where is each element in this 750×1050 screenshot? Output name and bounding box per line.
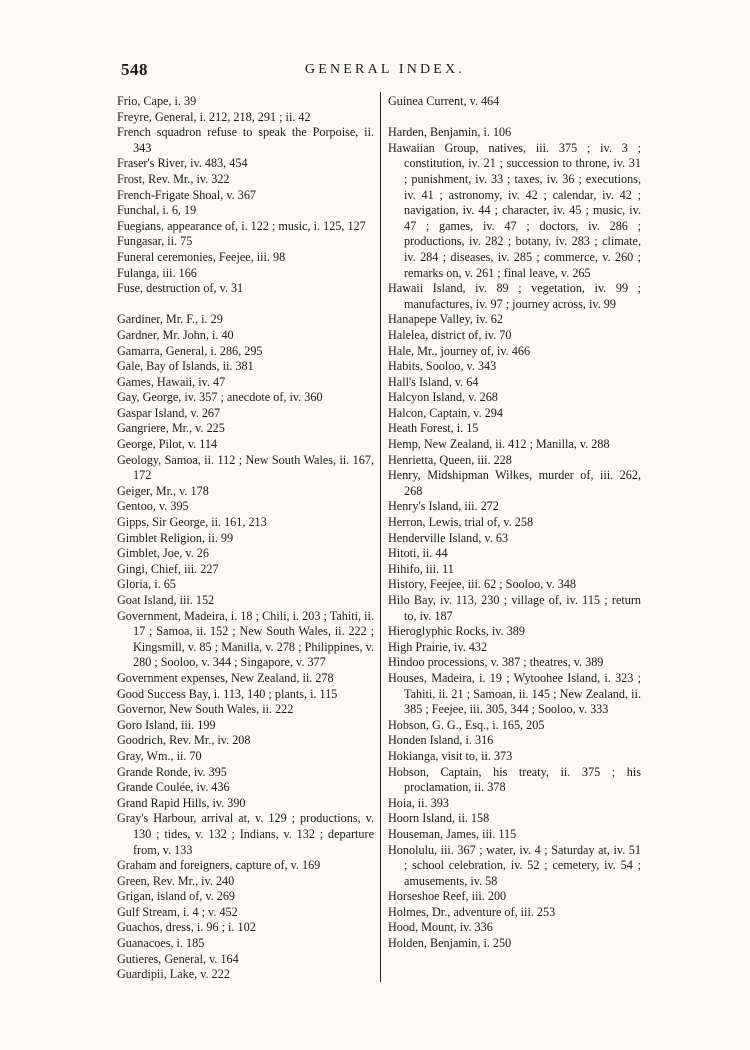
index-entry: Gloria, i. 65 (117, 577, 176, 592)
index-entry: Guachos, dress, i. 96 ; i. 102 (117, 920, 256, 935)
index-entry: Fulanga, iii. 166 (117, 265, 197, 280)
index-entry: Guardipii, Lake, v. 222 (117, 967, 230, 982)
index-entry: Henry, Midshipman Wilkes, murder of, iii. 262, 268 (388, 468, 641, 498)
index-entry: Funchal, i. 6, 19 (117, 203, 197, 218)
index-entry: French-Frigate Shoal, v. 367 (117, 187, 257, 202)
index-entry: Fuse, destruction of, v. 31 (117, 281, 244, 296)
index-entry: Houses, Madeira, i. 19 ; Wytoohee Island, i. 323 ; Tahiti, ii. 21 ; Samoan, ii. 145 ; New Zealand, ii. 385 ; Feejee, iii. 305, 344 ; Sooloo, v. 333 (388, 670, 641, 717)
index-entry: Gardiner, Mr. F., i. 29 (117, 312, 223, 327)
index-entry: Hoia, ii. 393 (388, 795, 449, 810)
index-entry: Guanacoes, i. 185 (117, 936, 205, 951)
index-entry: Holmes, Dr., adventure of, iii. 253 (388, 904, 556, 919)
index-entry: Harden, Benjamin, i. 106 (388, 125, 512, 140)
index-entry: Hale, Mr., journey of, iv. 466 (388, 343, 531, 358)
index-entry: Gardner, Mr. John, i. 40 (117, 327, 234, 342)
index-entry: Grande Ronde, iv. 395 (117, 764, 227, 779)
index-entry: Geology, Samoa, ii. 112 ; New South Wales, ii. 167, 172 (117, 452, 374, 483)
index-entry: Gaspar Island, v. 267 (117, 405, 221, 420)
index-entry: Hobson, Captain, his treaty, ii. 375 ; his proclamation, ii. 378 (388, 764, 641, 795)
index-entry: Heath Forest, i. 15 (388, 421, 479, 436)
index-entry: Grand Rapid Hills, iv. 390 (117, 795, 246, 810)
index-entry: Henrietta, Queen, iii. 228 (388, 452, 512, 467)
index-entry: Gimblet, Joe, v. 26 (117, 546, 209, 561)
page-title: GENERAL INDEX. (304, 62, 466, 77)
index-entry: Gay, George, iv. 357 ; anecdote of, iv. 360 (117, 390, 323, 405)
index-entry: Frio, Cape, i. 39 (117, 94, 197, 108)
index-column-left (117, 94, 374, 983)
index-entry: Green, Rev. Mr., iv. 240 (117, 873, 235, 888)
index-entry: Honolulu, iii. 367 ; water, iv. 4 ; Saturday at, iv. 51 ; school celebration, iv. 52 ; cemetery, iv. 54 ; amusements, iv. 58 (388, 842, 641, 888)
index-entry: Holden, Benjamin, i. 250 (388, 936, 512, 951)
index-entry: Funeral ceremonies, Feejee, iii. 98 (117, 249, 286, 264)
index-entry: Fraser's River, iv. 483, 454 (117, 156, 248, 171)
index-entry: Gamarra, General, i. 286, 295 (117, 343, 263, 358)
index-entry: Hawaiian Group, natives, iii. 375 ; iv. 3 ; constitution, iv. 21 ; succession to throne, iv. 31 ; punishment, iv. 33 ; taxes, iv. 36 ; executions, iv. 41 ; astronomy, iv. 42 ; calendar, iv. 42 ; navigation, iv. 44 ; character, iv. 45 ; music, iv. 47 ; games, iv. 47 ; doctors, iv. 286 ; productions, iv. 282 ; botany, iv. 283 ; climate, iv. 284 ; diseases, iv. 285 ; commerce, v. 260 ; remarks on, v. 261 ; final leave, v. 265 (388, 140, 641, 280)
index-entry: Frost, Rev. Mr., iv. 322 (117, 171, 230, 186)
index-entry: Freyre, General, i. 212, 218, 291 ; ii. 42 (117, 109, 311, 124)
letter-section-gap (388, 110, 641, 126)
index-entry: Hanapepe Valley, iv. 62 (388, 312, 503, 327)
index-entry: Honden Island, i. 316 (388, 733, 494, 748)
index-entry: Gale, Bay of Islands, ii. 381 (117, 359, 254, 374)
index-entry: Goodrich, Rev. Mr., iv. 208 (117, 733, 251, 748)
index-entry: Herron, Lewis, trial of, v. 258 (388, 515, 534, 530)
index-entry: Gangriere, Mr., v. 225 (117, 421, 225, 436)
index-entry: Gutieres, General, v. 164 (117, 951, 239, 966)
index-entry: Hihifo, iii. 11 (388, 561, 454, 576)
index-entry: Halelea, district of, iv. 70 (388, 327, 512, 342)
index-entry: Gipps, Sir George, ii. 161, 213 (117, 515, 267, 530)
index-entry: History, Feejee, iii. 62 ; Sooloo, v. 348 (388, 577, 576, 592)
index-entry: Gray's Harbour, arrival at, v. 129 ; productions, v. 130 ; tides, v. 132 ; Indians, v. 132 ; departure from, v. 133 (117, 811, 374, 857)
index-entry: Games, Hawaii, iv. 47 (117, 374, 226, 389)
index-entry: French squadron refuse to speak the Porpoise, ii. 343 (117, 125, 374, 155)
page-number: 548 (121, 60, 148, 79)
index-entry: Governor, New South Wales, ii. 222 (117, 702, 294, 717)
index-entry: Henry's Island, iii. 272 (388, 499, 499, 514)
index-entry: Hieroglyphic Rocks, iv. 389 (388, 624, 525, 639)
index-entry: Goro Island, iii. 199 (117, 717, 216, 732)
index-entry: Government, Madeira, i. 18 ; Chili, i. 203 ; Tahiti, ii. 17 ; Samoa, ii. 152 ; New South Wales, ii. 222 ; Kingsmill, v. 85 ; Manilla, v. 278 ; Philippines, v. 280 ; Sooloo, v. 344 ; Singapore, v. 377 (117, 608, 374, 670)
index-entry: Gentoo, v. 395 (117, 499, 189, 514)
index-entry: Hall's Island, v. 64 (388, 374, 479, 389)
letter-section-gap (117, 297, 374, 313)
index-entry: Gray, Wm., ii. 70 (117, 748, 202, 763)
index-entry: Gingi, Chief, iii. 227 (117, 561, 219, 576)
index-entry: Hood, Mount, iv. 336 (388, 920, 493, 935)
index-column-right (388, 94, 641, 952)
index-entry: Hoorn Island, ii. 158 (388, 811, 490, 826)
index-entry: Good Success Bay, i. 113, 140 ; plants, i. 115 (117, 686, 338, 701)
index-entry: Gimblet Religion, ii. 99 (117, 530, 234, 545)
index-entry: Fuegians, appearance of, i. 122 ; music, i. 125, 127 (117, 218, 366, 233)
index-entry: Halcon, Captain, v. 294 (388, 405, 503, 420)
index-entry: Hilo Bay, iv. 113, 230 ; village of, iv. 115 ; return to, iv. 187 (388, 593, 641, 623)
index-entry: Horseshoe Reef, iii. 200 (388, 889, 507, 904)
index-entry: Goat Island, iii. 152 (117, 593, 215, 607)
index-entry: Hobson, G. G., Esq., i. 165, 205 (388, 717, 545, 732)
index-entry: Fungasar, ii. 75 (117, 234, 193, 249)
index-entry: Hindoo processions, v. 387 ; theatres, v. 389 (388, 655, 604, 670)
index-entry: Hemp, New Zealand, ii. 412 ; Manilla, v. 288 (388, 437, 610, 452)
column-divider (380, 92, 381, 982)
index-entry: George, Pilot, v. 114 (117, 437, 218, 452)
index-entry: Grigan, island of, v. 269 (117, 889, 236, 904)
index-entry: Habits, Sooloo, v. 343 (388, 359, 497, 374)
index-entry: High Prairie, iv. 432 (388, 639, 488, 654)
index-entry: Guinea Current, v. 464 (388, 94, 500, 108)
index-entry: Government expenses, New Zealand, ii. 278 (117, 670, 334, 685)
index-entry: Geiger, Mr., v. 178 (117, 483, 209, 498)
index-entry: Houseman, James, iii. 115 (388, 826, 517, 841)
index-entry: Hitoti, ii. 44 (388, 546, 448, 561)
index-entry: Hawaii Island, iv. 89 ; vegetation, iv. 99 ; manufactures, iv. 97 ; journey across, iv. 99 (388, 281, 641, 311)
index-entry: Hokianga, visit to, ii. 373 (388, 748, 513, 763)
index-entry: Henderville Island, v. 63 (388, 530, 509, 545)
index-entry: Gulf Stream, i. 4 ; v. 452 (117, 904, 238, 919)
index-entry: Halcyon Island, v. 268 (388, 390, 498, 405)
index-entry: Grande Coulée, iv. 436 (117, 780, 230, 795)
index-entry: Graham and foreigners, capture of, v. 169 (117, 858, 321, 873)
